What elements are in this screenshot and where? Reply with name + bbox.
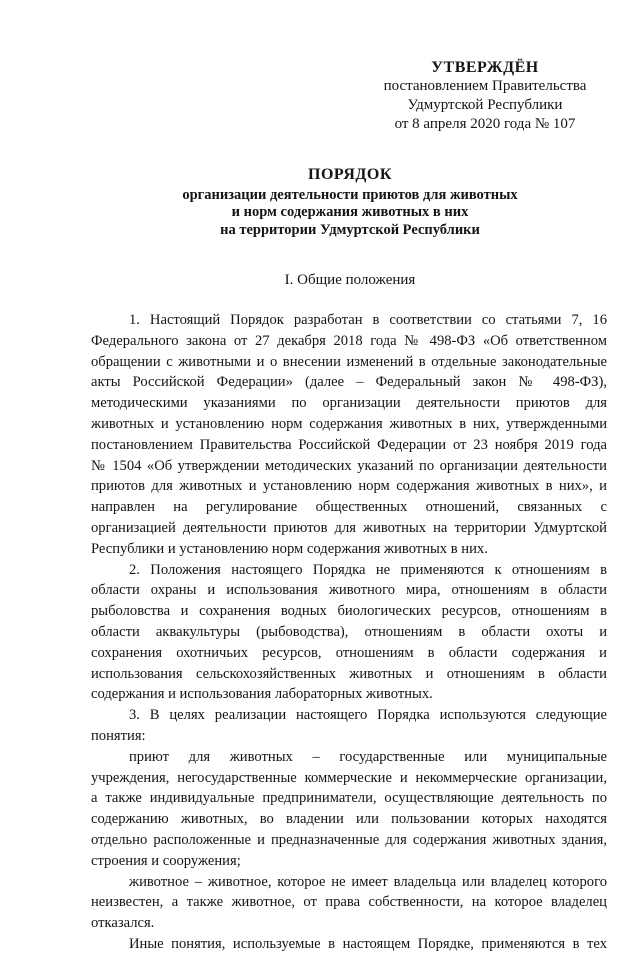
title-line-2: и норм содержания животных в них: [231, 204, 469, 220]
paragraph-4: [91, 747, 607, 872]
text-line: содержанию животных, во владении или пользовании которых находятся: [91, 811, 607, 828]
section-heading: I. Общие положения: [284, 272, 416, 288]
text-line: акты Российской Федерации» (далее – Федеральный закон № 498-ФЗ),: [91, 374, 607, 391]
document-body: [91, 310, 607, 955]
title-main: ПОРЯДОК: [308, 166, 392, 183]
title-line-1: организации деятельности приютов для животных: [182, 186, 518, 203]
text-line: приютов для животных и установлению норм содержания животных в них», и: [91, 478, 607, 495]
paragraph-6: [91, 934, 607, 955]
text-line: области аквакультуры (рыбоводства), отношениям в области охоты и: [91, 623, 607, 640]
approval-stamp: [360, 58, 610, 134]
text-line: направлен на регулирование общественных отношений, связанных с: [91, 499, 607, 516]
text-line: организацией деятельности приютов для животных на территории Удмуртской: [91, 519, 607, 536]
text-line: Федерального закона от 27 декабря 2018 года № 498-ФЗ «Об ответственном: [91, 332, 607, 349]
text-line: обращении с животными и о внесении изменений в отдельные законодательные: [91, 353, 607, 370]
text-line: животных и установлению норм содержания животных в них, утвержденными: [91, 415, 607, 432]
text-line: 1. Настоящий Порядок разработан в соответствии со статьями 7, 16: [129, 312, 607, 328]
text-line: 2. Положения настоящего Порядка не применяются к отношениям в: [129, 561, 607, 578]
title-line-3: на территории Удмуртской Республики: [220, 221, 480, 238]
paragraph-2: [91, 560, 607, 706]
text-line: 3. В целях реализации настоящего Порядка используются следующие: [129, 707, 607, 724]
approval-line-3: от 8 апреля 2020 года № 107: [394, 116, 576, 132]
text-line: Иные понятия, используемые в настоящем Порядке, применяются в тех: [129, 935, 607, 952]
approval-line-2: Удмуртской Республики: [407, 97, 563, 113]
text-line: сохранения охотничьих ресурсов, отношениям в области содержания и: [91, 644, 607, 661]
document-title: [80, 166, 620, 239]
approval-heading: УТВЕРЖДЁН: [431, 59, 539, 76]
paragraph-1: [91, 310, 607, 560]
text-line: а также индивидуальные предприниматели, осуществляющие деятельность по: [91, 790, 607, 807]
text-line: приют для животных – государственные или муниципальные: [129, 748, 607, 765]
approval-line-1: постановлением Правительства: [383, 78, 587, 94]
text-line: методическими указаниями по организации деятельности приютов для: [91, 395, 607, 412]
text-line: понятия:: [91, 727, 146, 744]
text-line: использования сельскохозяйственных животных и отношениям в области: [91, 665, 607, 682]
text-line: строения и сооружения;: [91, 852, 241, 869]
text-line: рыболовства и сохранения водных биологических ресурсов, отношениям в: [91, 603, 607, 620]
paragraph-3: [91, 705, 607, 747]
text-line: области охраны и использования животного мира, отношениям в области: [91, 582, 607, 599]
text-line: постановлением Правительства Российской Федерации от 23 ноября 2019 года: [91, 436, 607, 453]
text-line: содержания и использования лабораторных животных.: [91, 686, 433, 703]
text-line: отказался.: [91, 915, 155, 932]
text-line: учреждения, негосударственные коммерческие и некоммерческие организации,: [91, 769, 607, 786]
text-line: отдельно расположенные и предназначенные для содержания животных здания,: [91, 831, 607, 848]
text-line: № 1504 «Об утверждении методических указаний по организации деятельности: [91, 457, 607, 474]
text-line: Республики и установлению норм содержания животных в них.: [91, 540, 488, 557]
text-line: животное – животное, которое не имеет владельца или владелец которого: [129, 873, 607, 890]
paragraph-5: [91, 872, 607, 934]
text-line: неизвестен, а также животное, от права собственности, на которое владелец: [91, 894, 607, 911]
